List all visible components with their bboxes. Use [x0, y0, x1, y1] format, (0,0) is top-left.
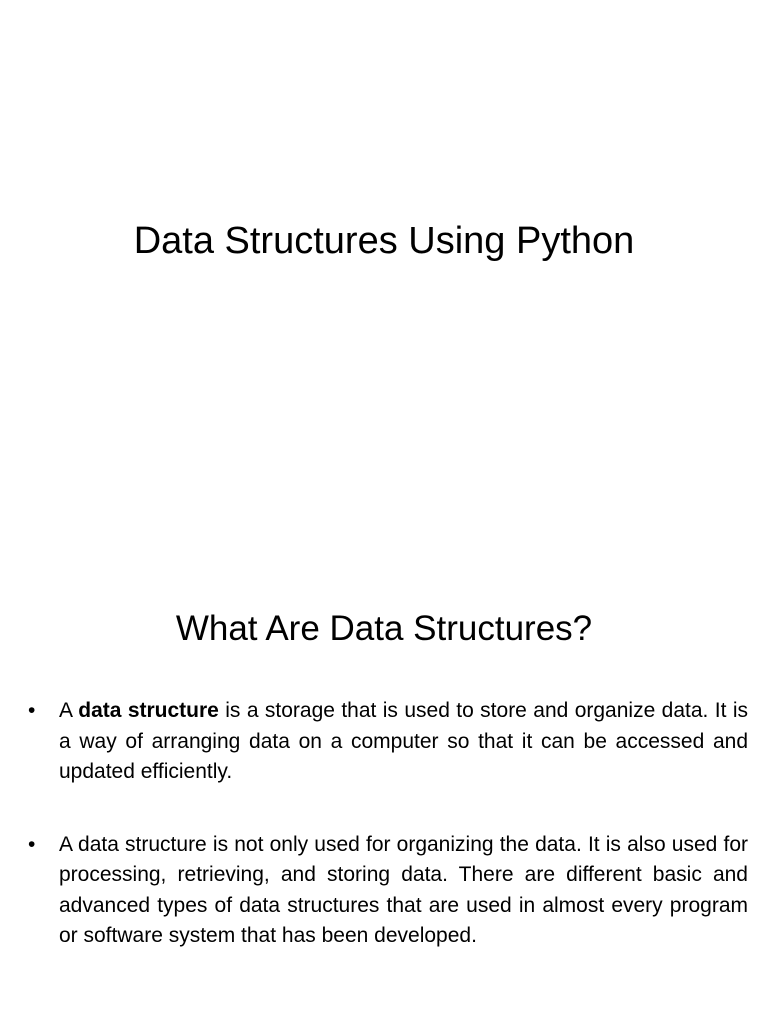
bullet-text-suffix: is a storage that is used to store and organize data. It is a way of arranging data on a computer so that it can be accessed and updated efficiently. — [59, 699, 748, 783]
slide-heading: What Are Data Structures? — [175, 609, 593, 648]
bullet-marker: • — [28, 699, 36, 722]
bullet-item — [28, 696, 748, 788]
bullet-marker: • — [28, 832, 36, 856]
bullet-text-prefix: A — [59, 699, 79, 722]
bullet-text: A data structure is not only used for organizing the data. It is also used for processing, retrieving, and storing data. There are different basic and advanced types of data structures that are used in almost every program or software system that has been developed. — [59, 832, 748, 947]
slide-what-are-data-structures — [0, 576, 768, 1024]
bullet-text — [59, 699, 748, 783]
bullet-item — [28, 830, 748, 952]
bullet-text-bold-term: data structure — [78, 699, 219, 722]
bullet-list — [28, 696, 748, 994]
presentation-title: Data Structures Using Python — [133, 220, 635, 262]
